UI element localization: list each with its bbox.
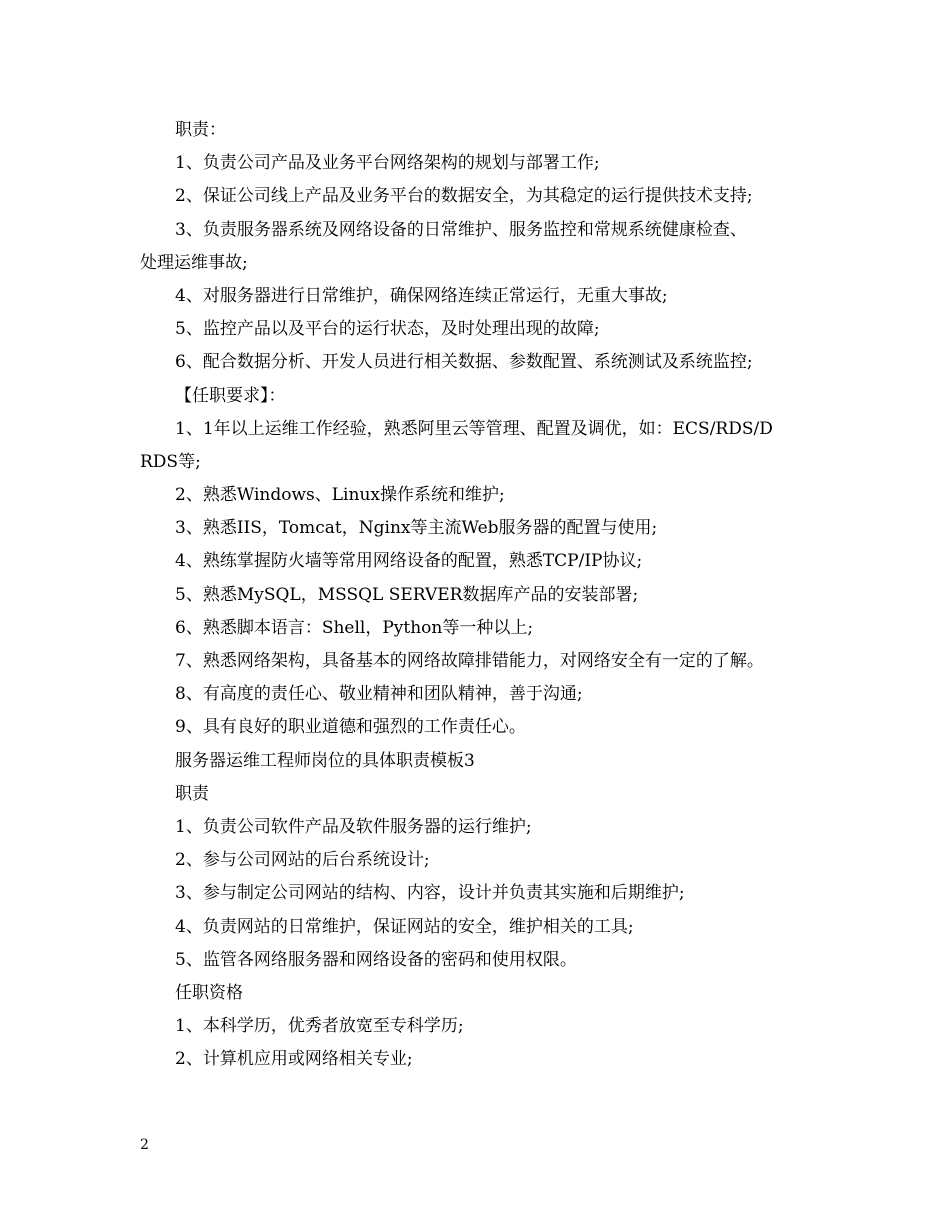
text-line: RDS等; <box>140 451 201 472</box>
text-line: 5、监控产品以及平台的运行状态，及时处理出现的故障; <box>175 319 600 340</box>
text-line: 2、熟悉Windows、Linux操作系统和维护; <box>175 485 505 506</box>
text-line: 1、负责公司软件产品及软件服务器的运行维护; <box>175 816 532 837</box>
text-line: 5、监管各网络服务器和网络设备的密码和使用权限。 <box>175 949 577 970</box>
text-line: 2、计算机应用或网络相关专业; <box>175 1049 413 1070</box>
text-line: 1、负责公司产品及业务平台网络架构的规划与部署工作; <box>175 153 600 174</box>
text-line: 服务器运维工程师岗位的具体职责模板3 <box>175 750 475 771</box>
text-line: 【任职要求】： <box>175 385 286 406</box>
text-line: 3、熟悉IIS，Tomcat，Nginx等主流Web服务器的配置与使用; <box>175 518 658 539</box>
text-line: 8、有高度的责任心、敬业精神和团队精神，善于沟通; <box>175 684 583 705</box>
document-body <box>140 114 812 1076</box>
text-line: 4、熟练掌握防火墙等常用网络设备的配置，熟悉TCP/IP协议; <box>175 551 643 572</box>
text-line: 任职资格 <box>175 982 243 1003</box>
text-line: 6、配合数据分析、开发人员进行相关数据、参数配置、系统测试及系统监控; <box>175 352 753 373</box>
text-line: 职责： <box>175 120 226 140</box>
text-line: 职责 <box>175 783 209 804</box>
text-line: 3、参与制定公司网站的结构、内容，设计并负责其实施和后期维护; <box>175 883 685 904</box>
text-line: 7、熟悉网络架构，具备基本的网络故障排错能力，对网络安全有一定的了解。 <box>175 651 764 671</box>
text-line: 5、熟悉MySQL，MSSQL SERVER数据库产品的安装部署; <box>175 584 639 605</box>
text-line: 1、本科学历，优秀者放宽至专科学历; <box>175 1016 464 1037</box>
text-line: 4、对服务器进行日常维护，确保网络连续正常运行，无重大事故; <box>175 285 668 306</box>
text-line: 1、1年以上运维工作经验，熟悉阿里云等管理、配置及调优，如：ECS/RDS/D <box>175 418 773 439</box>
text-line: 6、熟悉脚本语言：Shell，Python等一种以上; <box>175 617 534 638</box>
text-line: 2、保证公司线上产品及业务平台的数据安全，为其稳定的运行提供技术支持; <box>175 186 753 207</box>
text-line: 处理运维事故; <box>140 252 248 273</box>
text-line: 3、负责服务器系统及网络设备的日常维护、服务监控和常规系统健康检查、 <box>175 219 747 240</box>
text-line: 9、具有良好的职业道德和强烈的工作责任心。 <box>175 717 526 738</box>
page-number: 2 <box>140 1137 149 1153</box>
text-line: 2、参与公司网站的后台系统设计; <box>175 850 430 871</box>
text-line: 4、负责网站的日常维护，保证网站的安全，维护相关的工具; <box>175 916 634 937</box>
